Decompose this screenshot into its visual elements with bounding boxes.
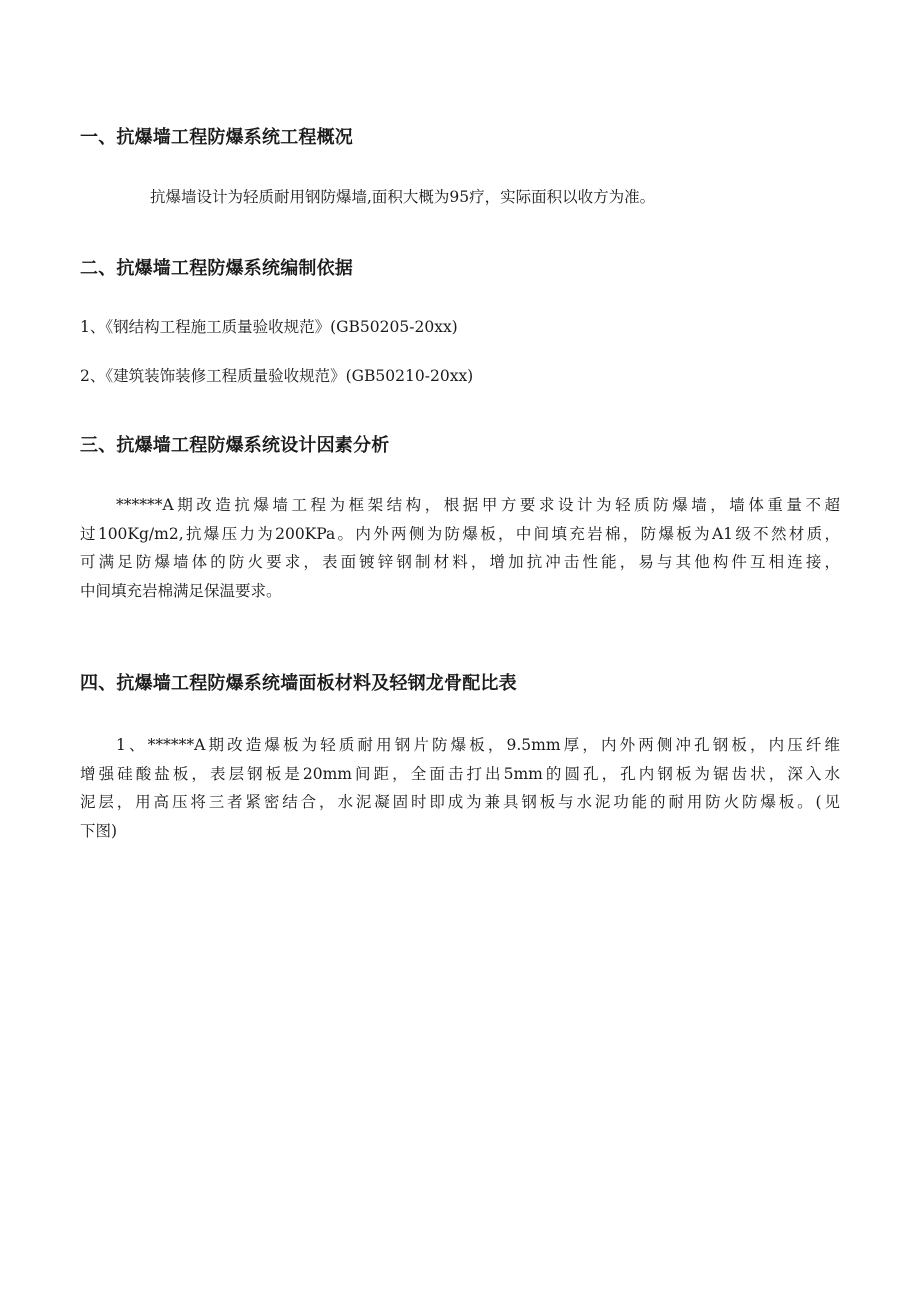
reference-item-1: 1、《钢结构工程施工质量验收规范》(GB50205-20xx): [80, 318, 458, 336]
section-2-heading: 二、抗爆墙工程防爆系统编制依据: [80, 258, 353, 279]
section-3-paragraph: [80, 491, 840, 605]
section-4-heading: 四、抗爆墙工程防爆系统墙面板材料及轻钢龙骨配比表: [80, 673, 517, 694]
reference-item-2: 2、《建筑装饰装修工程质量验收规范》(GB50210-20xx): [80, 367, 474, 385]
section-3-line-4: 中间填充岩棉满足保温要求。: [80, 581, 282, 600]
section-3-line-3: 可满足防爆墙体的防火要求，表面镀锌钢制材料，增加抗冲击性能，易与其他构件互相连接，: [80, 553, 840, 571]
section-4-line-2: 增强硅酸盐板，表层钢板是20mm间距，全面击打出5mm的圆孔，孔内钢板为锯齿状，深入水: [80, 764, 840, 783]
section-4-paragraph: [80, 731, 840, 845]
section-3-line-1: ******A期改造抗爆墙工程为框架结构，根据甲方要求设计为轻质防爆墙，墙体重量不超: [116, 496, 840, 514]
section-1-heading: 一、抗爆墙工程防爆系统工程概况: [80, 127, 353, 148]
section-3-line-2: 过100Kg/m2,抗爆压力为200KPa。内外两侧为防爆板，中间填充岩棉，防爆板为A1级不然材质，: [80, 524, 840, 543]
section-4-line-4: 下图): [80, 821, 118, 840]
section-1-paragraph: 抗爆墙设计为轻质耐用钢防爆墙,面积大概为95疗，实际面积以收方为准。: [150, 188, 656, 206]
section-4-line-3: 泥层，用高压将三者紧密结合，水泥凝固时即成为兼具钢板与水泥功能的耐用防火防爆板。(见: [80, 793, 840, 811]
section-3-heading: 三、抗爆墙工程防爆系统设计因素分析: [80, 435, 390, 456]
section-4-line-1: 1、******A期改造爆板为轻质耐用钢片防爆板，9.5mm厚，内外两侧冲孔钢板，内压纤维: [116, 736, 840, 754]
